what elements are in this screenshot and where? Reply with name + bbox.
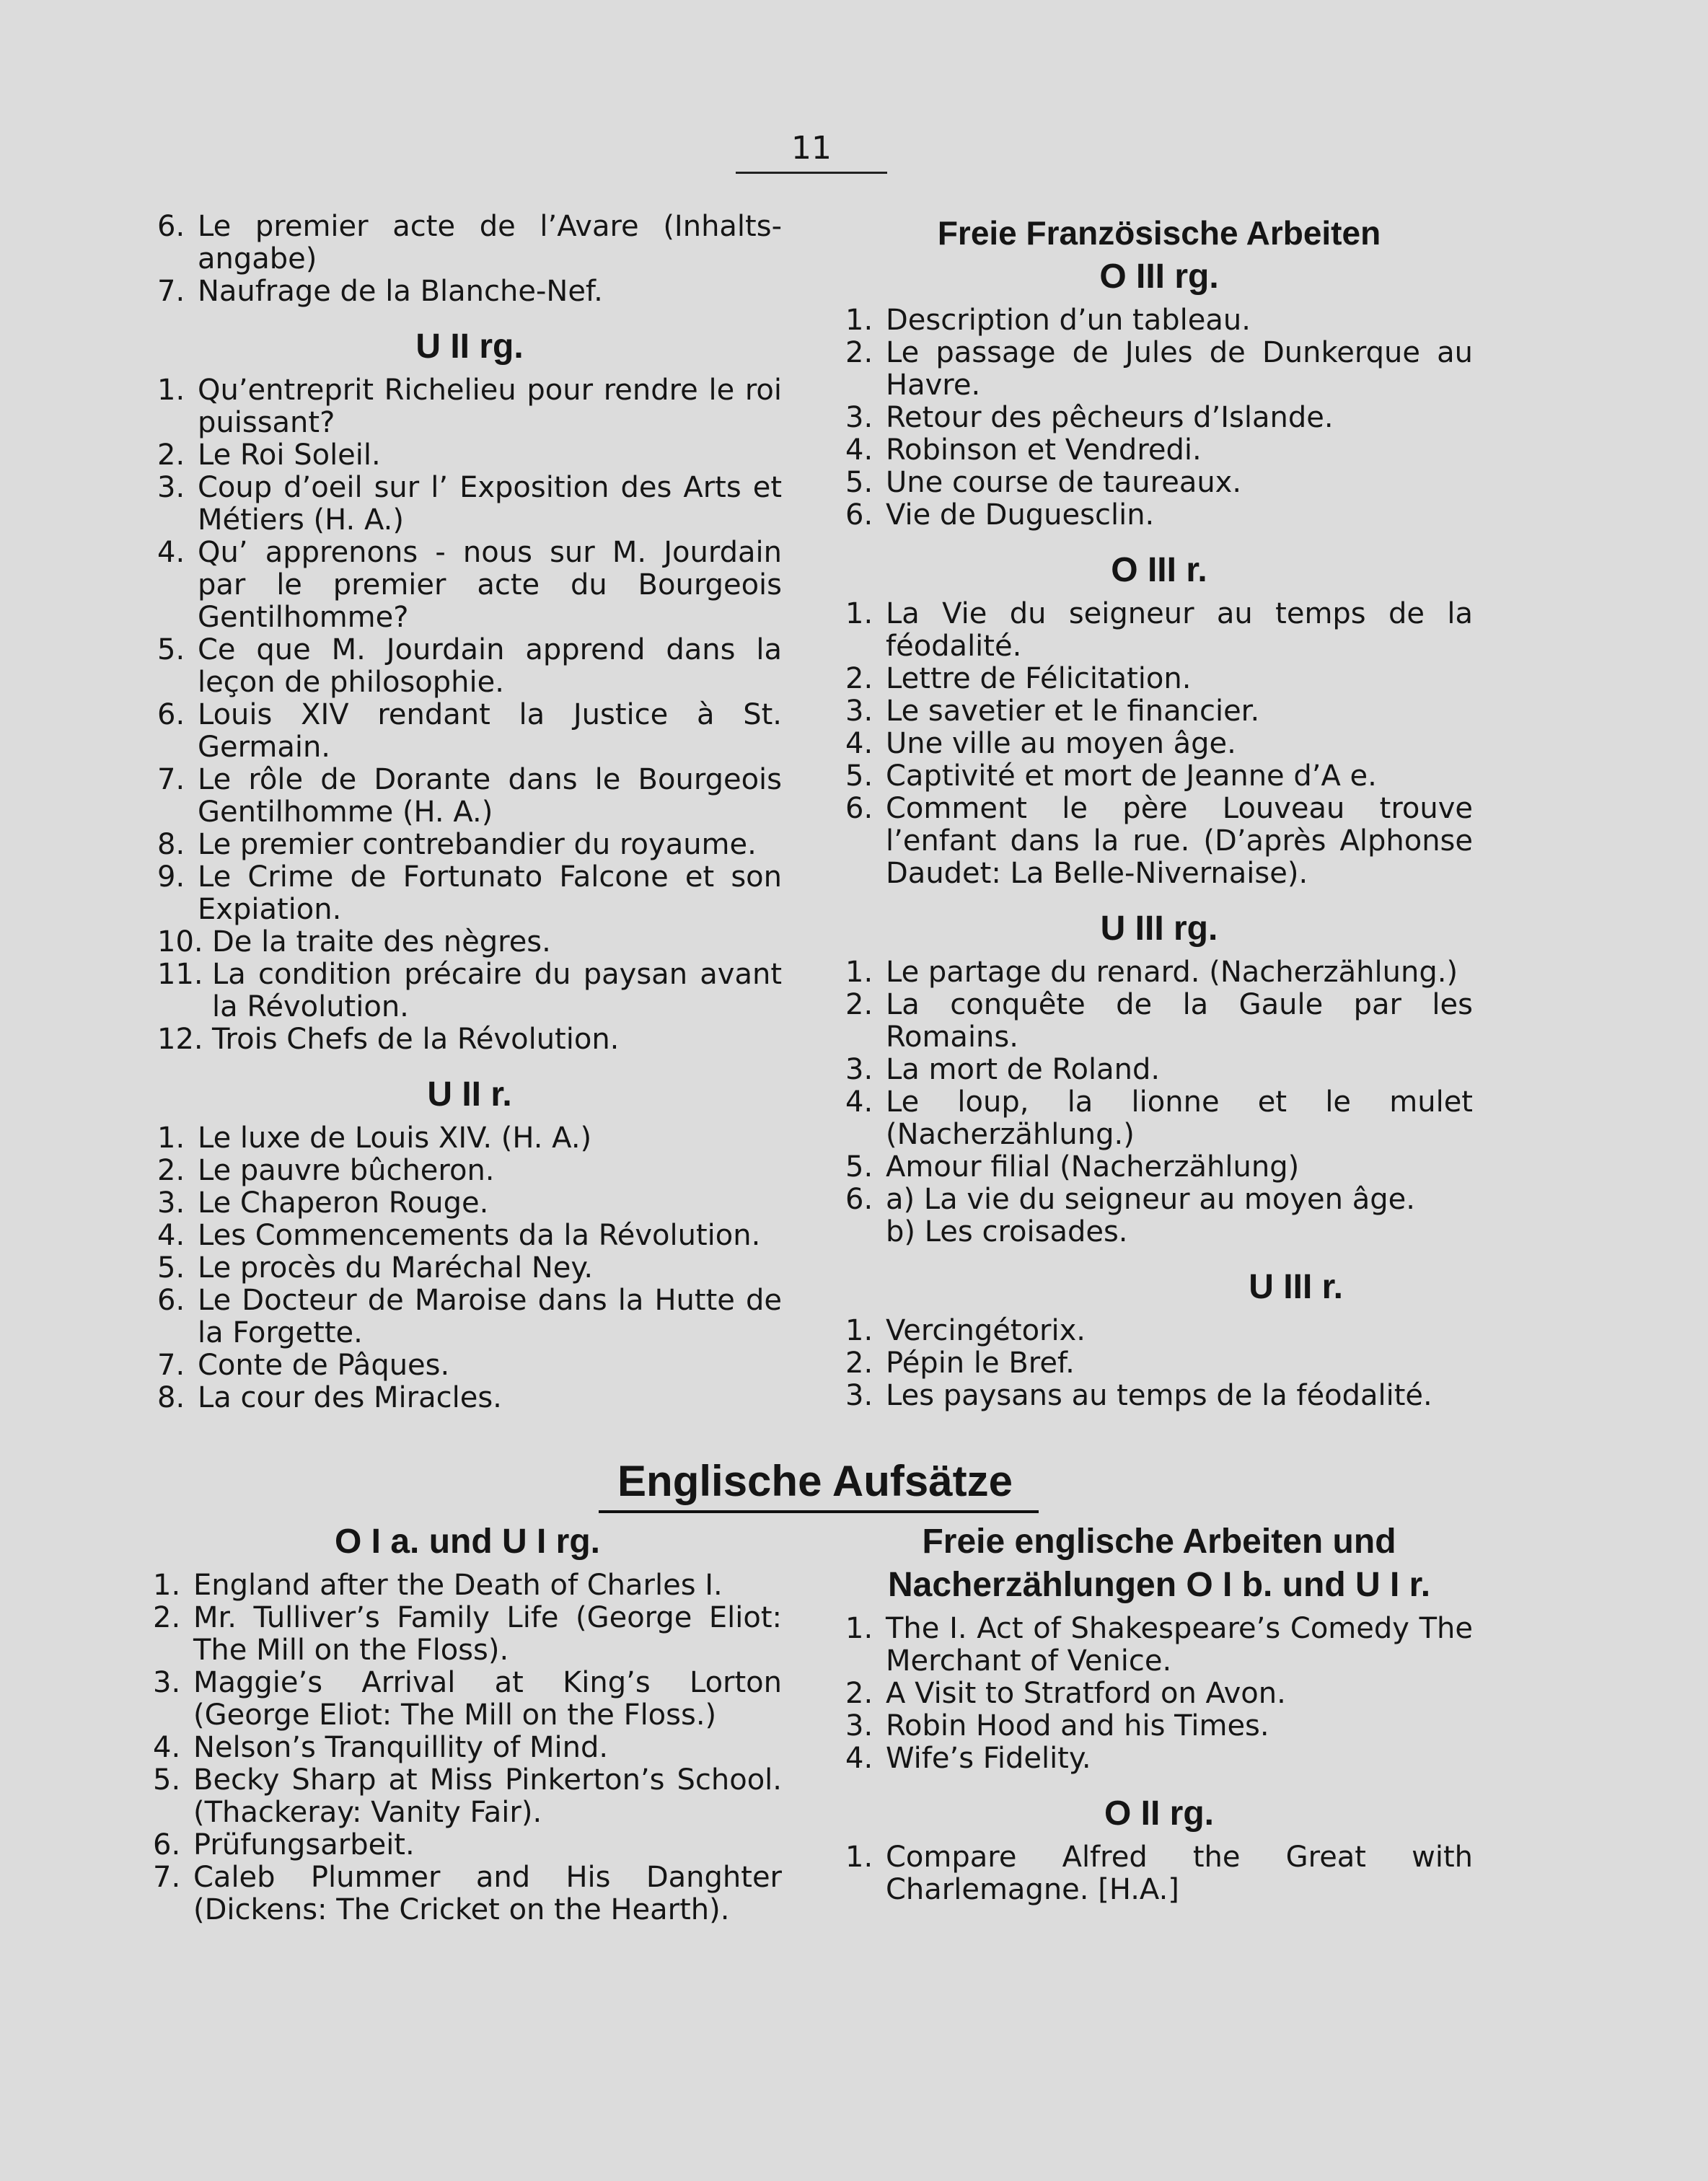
list-item [845, 434, 1473, 467]
item-number: 1. [845, 1314, 873, 1347]
item-text: Le procès du Maréchal Ney. [198, 1251, 594, 1285]
item-number: 4. [157, 1219, 185, 1252]
item-number: 7. [157, 275, 185, 308]
item-number: 5. [845, 759, 873, 793]
item-text: Description d’un tableau. [886, 304, 1251, 337]
section-heading-o1a-u1rg: O I a. und U I rg. [334, 1523, 600, 1561]
list-item [845, 499, 1473, 532]
list-item [157, 1187, 782, 1220]
section-list-o1b-u1r [845, 1613, 1473, 1775]
item-number: 5. [153, 1763, 181, 1797]
section-list-u2rg [157, 374, 782, 1056]
list-item [845, 402, 1473, 434]
list-item [157, 1382, 782, 1414]
item-number: 7. [153, 1861, 181, 1894]
english-essays-title: Englische Aufsätze [617, 1457, 1013, 1505]
item-text: Compare Alfred the Great with Charlemagne. [H.A.] [886, 1841, 1473, 1906]
item-text: Louis XIV rendant la Justice à St. Germain. [198, 698, 782, 764]
item-text: Une course de taureaux. [886, 466, 1242, 499]
list-item [845, 728, 1473, 760]
item-number: 11. [157, 958, 203, 991]
list-item [157, 1023, 782, 1056]
item-number: 1. [157, 374, 185, 407]
list-item [153, 1764, 782, 1829]
french-works-title: Freie Französische Arbeiten [937, 214, 1381, 252]
right-bottom-column [845, 1520, 1473, 1906]
list-item [157, 374, 782, 439]
list-item [845, 1710, 1473, 1742]
item-number: 5. [845, 1150, 873, 1184]
item-text: Le Docteur de Maroise dans la Hutte de la Forgette. [198, 1284, 782, 1349]
item-number: 2. [845, 1347, 873, 1380]
list-item [845, 1216, 1473, 1248]
item-text: Nelson’s Tranquillity of Mind. [193, 1731, 609, 1764]
list-item [157, 1349, 782, 1382]
list-item [157, 1122, 782, 1155]
list-item [845, 989, 1473, 1054]
list-item [845, 337, 1473, 402]
left-bottom-column [153, 1520, 782, 1926]
item-number: 3. [845, 401, 873, 434]
item-number: 2. [845, 1677, 873, 1710]
item-number: 1. [845, 956, 873, 989]
list-item [845, 760, 1473, 793]
list-item [157, 764, 782, 829]
list-item [157, 829, 782, 861]
item-number: 5. [157, 1251, 185, 1285]
item-text: Maggie’s Arrival at King’s Lorton (George Eliot: The Mill on the Floss.) [193, 1666, 782, 1732]
section-heading-u2rg: U II rg. [415, 327, 524, 366]
item-text: La cour des Miracles. [198, 1381, 502, 1414]
list-item [157, 1220, 782, 1252]
list-item [845, 1347, 1473, 1380]
item-text: Le rôle de Dorante dans le Bourgeois Gentilhomme (H. A.) [198, 763, 782, 829]
item-text: Qu’entreprit Richelieu pour rendre le roi puissant? [198, 374, 782, 439]
item-text: Le pauvre bûcheron. [198, 1154, 495, 1187]
list-item [845, 1742, 1473, 1775]
item-text: Le Crime de Fortunato Falcone et son Expiation. [198, 860, 782, 926]
item-number: 8. [157, 828, 185, 861]
list-item [845, 1054, 1473, 1086]
list-item [153, 1602, 782, 1667]
list-item [845, 1841, 1473, 1906]
item-number: 2. [153, 1601, 181, 1634]
section-list-o1a-u1rg [153, 1569, 782, 1926]
item-text: Le savetier et le financier. [886, 695, 1260, 728]
item-number: 5. [157, 633, 185, 666]
item-text: Naufrage de la Blanche-Nef. [198, 275, 603, 308]
item-text: Robinson et Vendredi. [886, 433, 1202, 467]
item-number: 9. [157, 860, 185, 894]
list-item [157, 472, 782, 537]
item-text: Le Chaperon Rouge. [198, 1186, 489, 1220]
item-text: La Vie du seigneur au temps de la féodalité. [886, 597, 1473, 663]
item-number: 6. [845, 792, 873, 825]
item-text: Captivité et mort de Jeanne d’A e. [886, 759, 1377, 793]
list-item [157, 1285, 782, 1349]
item-number: 4. [845, 1742, 873, 1775]
item-text: Le passage de Jules de Dunkerque au Havre. [886, 336, 1473, 402]
item-text: Comment le père Louveau trouve l’enfant dans la rue. (D’après Alphonse Daudet: La Belle-Nivernaise). [886, 792, 1473, 890]
item-number: 2. [845, 336, 873, 369]
item-text: Le premier contrebandier du royaume. [198, 828, 757, 861]
item-number: 3. [157, 471, 185, 504]
section-heading-u3r: U III r. [1249, 1268, 1343, 1306]
list-item [157, 1155, 782, 1187]
item-number: 3. [845, 695, 873, 728]
item-text: Prüfungsarbeit. [193, 1828, 415, 1861]
item-number: 2. [845, 662, 873, 695]
list-item [157, 211, 782, 276]
item-text: Une ville au moyen âge. [886, 727, 1236, 760]
section-heading-u2r: U II r. [427, 1075, 512, 1114]
item-number: 6. [157, 210, 185, 243]
item-text: Le loup, la lionne et le mulet (Nacherzählung.) [886, 1085, 1473, 1151]
item-number: 12. [157, 1023, 203, 1056]
intro-list [157, 211, 782, 308]
list-item [845, 1184, 1473, 1216]
english-title-rule [599, 1510, 1039, 1513]
item-text: A Visit to Stratford on Avon. [886, 1677, 1286, 1710]
item-text: La mort de Roland. [886, 1053, 1161, 1086]
list-item [845, 695, 1473, 728]
list-item [845, 663, 1473, 695]
list-item [153, 1667, 782, 1732]
item-text: Robin Hood and his Times. [886, 1709, 1269, 1742]
list-item [845, 598, 1473, 663]
item-text: Pépin le Bref. [886, 1347, 1075, 1380]
item-number: 6. [845, 498, 873, 532]
item-number: 1. [845, 1612, 873, 1645]
item-number: 4. [157, 536, 185, 569]
item-text: The I. Act of Shakespeare’s Comedy The Merchant of Venice. [886, 1612, 1473, 1678]
item-number: 3. [153, 1666, 181, 1699]
item-text: Vie de Duguesclin. [886, 498, 1155, 532]
section-list-o3r [845, 598, 1473, 890]
list-item [845, 1086, 1473, 1151]
item-text: Qu’ apprenons - nous sur M. Jourdain par le premier acte du Bourgeois Gentilhomme? [198, 536, 782, 634]
item-number: 1. [153, 1569, 181, 1602]
item-text: Coup d’oeil sur l’ Exposition des Arts et Métiers (H. A.) [198, 471, 782, 537]
list-item [845, 1380, 1473, 1412]
item-text: a) La vie du seigneur au moyen âge. [886, 1183, 1415, 1216]
section-heading-o3rg: O III rg. [1099, 257, 1219, 296]
item-text: Retour des pêcheurs d’Islande. [886, 401, 1334, 434]
page-number: 11 [791, 130, 832, 167]
english-works-title-line1: Freie englische Arbeiten und [922, 1523, 1396, 1561]
item-number: 3. [845, 1709, 873, 1742]
item-text: Trois Chefs de la Révolution. [212, 1023, 620, 1056]
item-text: Le Roi Soleil. [198, 439, 381, 472]
list-item [153, 1569, 782, 1602]
list-item [157, 537, 782, 634]
item-number: 7. [157, 1349, 185, 1382]
english-works-title-line2: Nacherzählungen O I b. und U I r. [887, 1566, 1431, 1604]
item-text: Lettre de Félicitation. [886, 662, 1192, 695]
list-item [845, 467, 1473, 499]
english-essays-title-wrap [591, 1455, 1039, 1507]
item-number: 3. [845, 1379, 873, 1412]
item-number: 4. [845, 727, 873, 760]
item-text: Caleb Plummer and His Danghter (Dickens: The Cricket on the Hearth). [193, 1861, 782, 1926]
list-item [845, 956, 1473, 989]
item-number: 8. [157, 1381, 185, 1414]
item-text: Mr. Tulliver’s Family Life (George Eliot: The Mill on the Floss). [193, 1601, 782, 1667]
item-number: 7. [157, 763, 185, 796]
item-number: 6. [845, 1183, 873, 1216]
item-text: Wife’s Fidelity. [886, 1742, 1091, 1775]
item-number: 3. [157, 1186, 185, 1220]
item-text: England after the Death of Charles I. [193, 1569, 723, 1602]
item-number: 4. [845, 433, 873, 467]
list-item [157, 276, 782, 308]
item-number: 1. [845, 597, 873, 630]
section-list-u2r [157, 1122, 782, 1414]
section-list-o3rg [845, 304, 1473, 532]
item-text: Le premier acte de l’Avare (Inhalts-angabe) [198, 210, 782, 276]
item-text: Conte de Pâques. [198, 1349, 450, 1382]
item-text: La condition précaire du paysan avant la Révolution. [212, 958, 782, 1023]
item-text: La conquête de la Gaule par les Romains. [886, 988, 1473, 1054]
section-heading-o3r: O III r. [1111, 551, 1207, 589]
list-item [153, 1732, 782, 1764]
page-number-rule [736, 172, 887, 174]
item-number: 1. [157, 1122, 185, 1155]
item-number: 4. [845, 1085, 873, 1119]
list-item [157, 1252, 782, 1285]
item-text: Le partage du renard. (Nacherzählung.) [886, 956, 1458, 989]
list-item [157, 439, 782, 472]
list-item [157, 699, 782, 764]
list-item [845, 1678, 1473, 1710]
item-text: Le luxe de Louis XIV. (H. A.) [198, 1122, 592, 1155]
item-text: Becky Sharp at Miss Pinkerton’s School. (Thackeray: Vanity Fair). [193, 1763, 782, 1829]
list-item [845, 1613, 1473, 1678]
list-item [845, 304, 1473, 337]
list-item [157, 926, 782, 959]
item-number: 3. [845, 1053, 873, 1086]
item-number: 2. [157, 1154, 185, 1187]
item-text: Les Commencements da la Révolution. [198, 1219, 761, 1252]
item-number: 2. [845, 988, 873, 1021]
item-number: 6. [157, 698, 185, 731]
item-text: De la traite des nègres. [212, 925, 551, 959]
item-text: Ce que M. Jourdain apprend dans la leçon de philosophie. [198, 633, 782, 699]
list-item [153, 1861, 782, 1926]
section-heading-u3rg: U III rg. [1100, 909, 1218, 948]
item-text: b) Les croisades. [886, 1215, 1128, 1248]
section-list-u3r [845, 1315, 1473, 1412]
section-list-u3rg [845, 956, 1473, 1248]
item-number: 6. [153, 1828, 181, 1861]
list-item [845, 793, 1473, 890]
item-number: 4. [153, 1731, 181, 1764]
list-item [157, 959, 782, 1023]
item-number: 6. [157, 1284, 185, 1317]
section-list-o2rg [845, 1841, 1473, 1906]
item-number: 10. [157, 925, 203, 959]
list-item [157, 634, 782, 699]
item-number: 5. [845, 466, 873, 499]
left-top-column [157, 211, 782, 1414]
item-number: 1. [845, 1841, 873, 1874]
list-item [845, 1151, 1473, 1184]
item-text: Les paysans au temps de la féodalité. [886, 1379, 1432, 1412]
item-number: 1. [845, 304, 873, 337]
list-item [157, 861, 782, 926]
item-text: Amour filial (Nacherzählung) [886, 1150, 1300, 1184]
item-text: Vercingétorix. [886, 1314, 1086, 1347]
list-item [153, 1829, 782, 1861]
list-item [845, 1315, 1473, 1347]
right-top-column [845, 211, 1473, 1412]
item-number: 2. [157, 439, 185, 472]
section-heading-o2rg: O II rg. [1104, 1794, 1214, 1833]
